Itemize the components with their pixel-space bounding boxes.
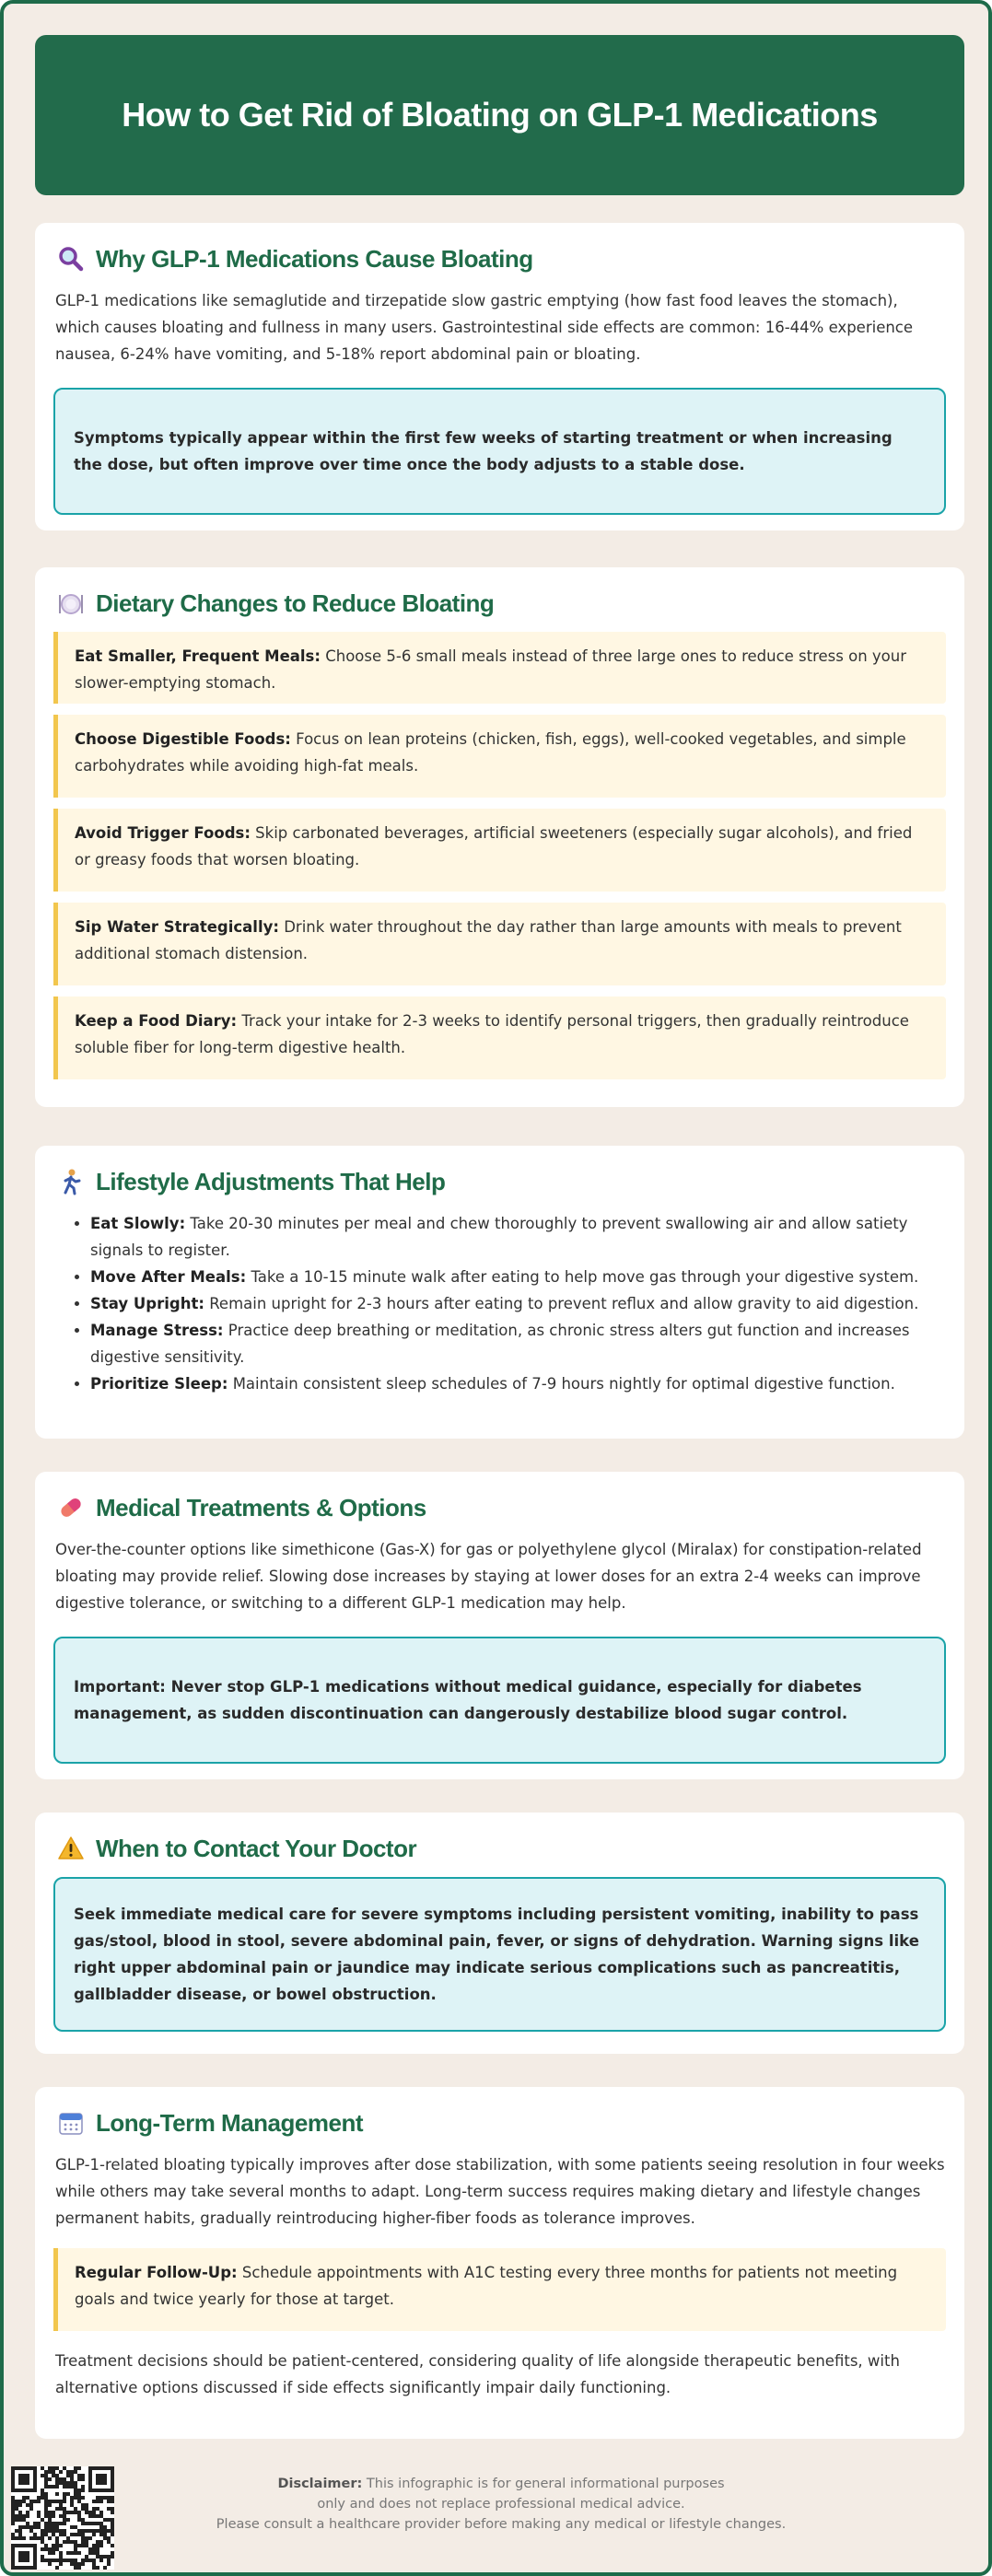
tip-label: Choose Digestible Foods: [75, 730, 291, 748]
section-medical [35, 1472, 964, 1779]
tip-item [53, 715, 946, 798]
tip-label: Sip Water Strategically: [75, 918, 279, 936]
lifestyle-list [53, 1210, 946, 1397]
pill-icon [55, 1492, 87, 1523]
section-header [55, 2107, 946, 2139]
calendar-icon [55, 2107, 87, 2139]
section-body: GLP-1 medications like semaglutide and tirzepatide slow gastric emptying (how fast food leaves the stomach), which causes bloating and fullness in many users. Gastrointestinal side effects are common: 16-44% experience nausea, 6-24% have vomiting, and 5-18% report abdominal pain or bloating. [55, 292, 914, 363]
section-header [55, 1166, 946, 1197]
header-banner [35, 35, 964, 195]
item-label: Eat Slowly: [90, 1215, 186, 1232]
disclaimer-line: only and does not replace professional medical advice. [317, 2497, 685, 2512]
section-header [55, 1492, 946, 1523]
item-label: Move After Meals: [90, 1268, 247, 1286]
disclaimer-line: Please consult a healthcare provider before making any medical or lifestyle changes. [216, 2517, 787, 2532]
section-title: When to Contact Your Doctor [96, 1834, 417, 1862]
item-label: Stay Upright: [90, 1295, 204, 1312]
list-item [90, 1264, 946, 1290]
item-label: Manage Stress: [90, 1322, 224, 1339]
section-title: Long-Term Management [96, 2108, 363, 2137]
item-text: Remain upright for 2-3 hours after eating to prevent reflux and allow gravity to aid digestion. [209, 1295, 919, 1312]
disclaimer-line: This infographic is for general informational purposes [366, 2477, 725, 2491]
section-lifestyle [35, 1146, 964, 1439]
section-header [55, 588, 946, 619]
info-callout [53, 388, 946, 515]
followup-tip [53, 2248, 946, 2331]
list-item [90, 1210, 946, 1264]
tip-label: Avoid Trigger Foods: [75, 824, 251, 842]
list-item [90, 1317, 946, 1370]
item-text: Practice deep breathing or meditation, as chronic stress alters gut function and increases digestive sensitivity. [90, 1322, 910, 1366]
callout-text: Seek immediate medical care for severe symptoms including persistent vomiting, inability to pass gas/stool, blood in stool, severe abdominal pain, fever, or signs of dehydration. Warning signs like right upper abdominal pain or jaundice may indicate serious complications such as pancreatitis, gallbladder disease, or bowel obstruction. [74, 1906, 919, 2003]
walking-person-icon [55, 1166, 87, 1197]
tip-label: Eat Smaller, Frequent Meals: [75, 647, 321, 665]
tip-text: Focus on lean proteins (chicken, fish, eggs), well-cooked vegetables, and simple carbohydrates while avoiding high-fat meals. [75, 730, 906, 775]
item-text: Take a 10-15 minute walk after eating to help move gas through your digestive system. [251, 1268, 919, 1286]
magnifier-icon [55, 243, 87, 274]
tip-item [53, 809, 946, 892]
disclaimer-label: Disclaimer: [277, 2477, 363, 2491]
section-diet [35, 567, 964, 1107]
disclaimer [188, 2474, 814, 2535]
page-title: How to Get Rid of Bloating on GLP-1 Medications [122, 96, 878, 134]
section-header [55, 1833, 946, 1864]
tip-text: Track your intake for 2-3 weeks to identify personal triggers, then gradually reintroduce soluble fiber for long-term digestive health. [75, 1012, 909, 1056]
tip-item [53, 997, 946, 1079]
tip-label: Keep a Food Diary: [75, 1012, 238, 1030]
callout-text: Symptoms typically appear within the first few weeks of starting treatment or when increasing the dose, but often improve over time once the body adjusts to a stable dose. [74, 429, 893, 473]
section-title: Lifestyle Adjustments That Help [96, 1167, 446, 1195]
section-title: Medical Treatments & Options [96, 1493, 426, 1521]
tip-item [53, 632, 946, 704]
tip-text: Skip carbonated beverages, artificial sweeteners (especially sugar alcohols), and fried or greasy foods that worsen bloating. [75, 824, 913, 868]
important-callout [53, 1637, 946, 1764]
item-text: Take 20-30 minutes per meal and chew thoroughly to prevent swallowing air and allow satiety signals to register. [90, 1215, 908, 1259]
section-body: GLP-1-related bloating typically improves after dose stabilization, with some patients seeing resolution in four weeks while others may take several months to adapt. Long-term success requires making dietary and lifestyle changes permanent habits, gradually reintroducing higher-fiber foods as tolerance improves. [55, 2156, 945, 2227]
section-why [35, 223, 964, 530]
tip-label: Regular Follow-Up: [75, 2264, 238, 2281]
list-item [90, 1290, 946, 1317]
tip-text: Drink water throughout the day rather than large amounts with meals to prevent additional stomach distension. [75, 918, 902, 962]
item-text: Maintain consistent sleep schedules of 7-9 hours nightly for optimal digestive function. [232, 1375, 895, 1393]
section-doctor [35, 1813, 964, 2054]
qr-code [11, 2466, 114, 2570]
tip-text: Choose 5-6 small meals instead of three large ones to reduce stress on your slower-emptying stomach. [75, 647, 907, 692]
section-title: Dietary Changes to Reduce Bloating [96, 589, 495, 617]
warning-callout [53, 1877, 946, 2032]
warning-icon [55, 1833, 87, 1864]
item-label: Prioritize Sleep: [90, 1375, 228, 1393]
section-title: Why GLP-1 Medications Cause Bloating [96, 244, 533, 273]
footer [4, 2459, 992, 2570]
plate-icon [55, 588, 87, 619]
section-longterm [35, 2087, 964, 2439]
section-header [55, 243, 946, 274]
diet-tips [53, 632, 946, 1079]
closing-text: Treatment decisions should be patient-centered, considering quality of life alongside therapeutic benefits, with alternative options discussed if side effects significantly impair daily functioning. [55, 2352, 900, 2396]
callout-text: Important: Never stop GLP-1 medications without medical guidance, especially for diabetes management, as sudden discontinuation can dangerously destabilize blood sugar control. [74, 1678, 862, 1722]
tip-text: Schedule appointments with A1C testing every three months for patients not meeting goals and twice yearly for those at target. [75, 2264, 898, 2308]
section-body: Over-the-counter options like simethicone (Gas-X) for gas or polyethylene glycol (Miralax) for constipation-related bloating may provide relief. Slowing dose increases by staying at lower doses for an extra 2-4 weeks can improve digestive tolerance, or switching to a different GLP-1 medication may help. [55, 1541, 922, 1612]
tip-item [53, 903, 946, 985]
list-item [90, 1370, 946, 1397]
